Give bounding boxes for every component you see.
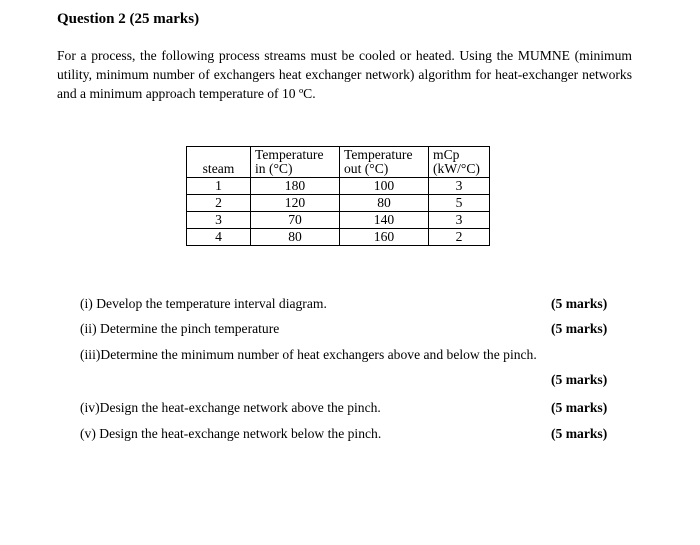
process-streams-table (186, 146, 490, 246)
task-i-marks: (5 marks) (551, 296, 608, 311)
cell-tin: 70 (251, 212, 340, 229)
question-heading: Question 2 (25 marks) (57, 11, 200, 27)
task-iv-marks: (5 marks) (551, 400, 608, 415)
header-tout-line2: out (°C) (344, 161, 389, 176)
cell-tout: 100 (340, 178, 429, 195)
cell-stream: 1 (187, 178, 251, 195)
header-mcp-line2: (kW/°C) (433, 161, 480, 176)
task-v-text: (v) Design the heat-exchange network below the pinch. (80, 426, 382, 441)
task-iii-marks: (5 marks) (551, 372, 608, 387)
table-header-row (187, 147, 490, 178)
cell-mcp: 2 (429, 229, 490, 246)
header-temperature-in (251, 147, 340, 178)
cell-mcp: 3 (429, 212, 490, 229)
header-mcp-line1: mCp (433, 147, 460, 162)
task-ii-marks: (5 marks) (551, 321, 608, 336)
header-tout-line1: Temperature (344, 147, 413, 162)
cell-tin: 120 (251, 195, 340, 212)
cell-stream: 3 (187, 212, 251, 229)
cell-stream: 2 (187, 195, 251, 212)
header-stream (187, 147, 251, 178)
table-row (187, 229, 490, 246)
cell-mcp: 5 (429, 195, 490, 212)
cell-tin: 180 (251, 178, 340, 195)
task-ii-text: (ii) Determine the pinch temperature (80, 321, 280, 336)
cell-tout: 140 (340, 212, 429, 229)
header-mcp (429, 147, 490, 178)
cell-stream: 4 (187, 229, 251, 246)
task-i-text: (i) Develop the temperature interval diagram. (80, 296, 327, 311)
table-row (187, 212, 490, 229)
cell-mcp: 3 (429, 178, 490, 195)
header-temperature-out (340, 147, 429, 178)
table-row (187, 195, 490, 212)
task-iv-text: (iv)Design the heat-exchange network above the pinch. (80, 400, 381, 415)
header-stream-line2: steam (202, 161, 235, 176)
question-intro: For a process, the following process streams must be cooled or heated. Using the MUMNE (minimum utility, minimum number of exchangers heat exchanger network) algorithm for heat-exchanger networks and a minimum approach temperature of 10 ºC. (57, 48, 632, 101)
header-tin-line1: Temperature (255, 147, 324, 162)
table-row (187, 178, 490, 195)
cell-tout: 80 (340, 195, 429, 212)
header-tin-line2: in (°C) (255, 161, 293, 176)
task-v-marks: (5 marks) (551, 426, 608, 441)
task-iii-text: (iii)Determine the minimum number of heat exchangers above and below the pinch. (80, 347, 537, 362)
cell-tin: 80 (251, 229, 340, 246)
cell-tout: 160 (340, 229, 429, 246)
